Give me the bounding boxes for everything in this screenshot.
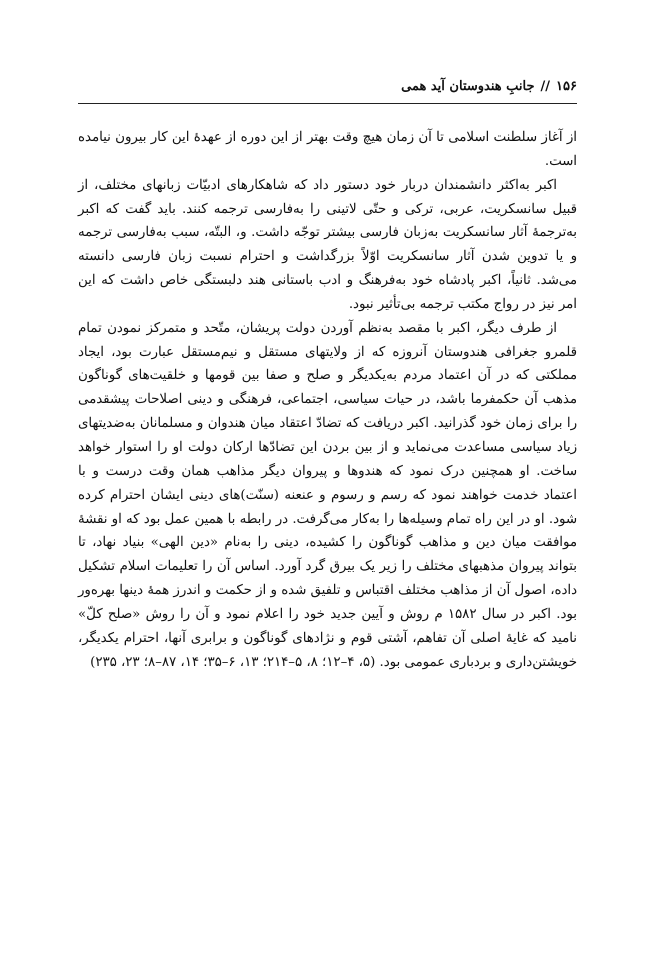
header-rule xyxy=(78,103,577,104)
page-number: ۱۵۶ xyxy=(556,79,577,94)
running-title: جانبِ هندوستان آید همی xyxy=(401,79,535,94)
body-text xyxy=(78,126,577,674)
page-header xyxy=(78,79,577,94)
header-separator: // xyxy=(540,79,551,94)
paragraph-1: از آغاز سلطنت اسلامی تا آن زمان هیچ وقت بهتر از این دوره از عهدهٔ این کار بیرون نیامده است. xyxy=(78,130,577,169)
paragraph-2: اکبر به‌اکثر دانشمندان دربار خود دستور داد که شاهکارهای ادبیّات زبانهای مختلف، از قبیل سانسکریت، عربی، ترکی و حتّی لاتینی را به‌فارسی ترجمه کنند. باید گفت که اکبر به‌ترجمهٔ آثار سانسکریت به‌زبان فارسی بیشتر توجّه داشت. و، البتّه، سبب به‌فارسی ترجمه و یا تدوین شدن آثار سانسکریت اوّلاً بزرگداشت و احترام نسبت زبان فارسی دانسته می‌شد. ثانیاً، اکبر پادشاه خود به‌فرهنگ و ادب باستانی هند دلبستگی خاص داشت که این امر نیز در رواج مکتب ترجمه بی‌تأثیر نبود. xyxy=(78,177,577,312)
paragraph-3: از طرف دیگر، اکبر با مقصد به‌نظم آوردن دولت پریشان، متّحد و متمرکز نمودن تمام قلمرو جغرافی هندوستان آنروزه که از ولایتهای مستقل و نیم‌مستقل عبارت بود، ایجاد مملکتی که در آن اعتماد مردم به‌یکدیگر و صلح و صفا بین قومها و خلقیت‌های گوناگون مذهب آن حکمفرما باشد، در حیات سیاسی، اجتماعی، فرهنگی و دینی اصلاحات پیشقدمی را برای زمان خود گذرانید. اکبر دریافت که تضادّ اعتقاد میان هندوان و مسلمانان به‌ضدیتهای زیاد سیاسی مساعدت می‌نماید و از بین بردن این تضادّها ارکان دولت او را استوار خواهد ساخت. او همچنین درک نمود که هندوها و پیروان دیگر مذاهب همان وقت درست و با اعتماد خدمت خواهند نمود که رسم و رسوم و عنعنه (سنّت)های دینی ایشان احترام کرده شود. او در این راه تمام وسیله‌ها را به‌کار می‌گرفت. در رابطه با همین عمل بود که او نقشهٔ موافقت میان دین و مذاهب گوناگون را کشیده، دینی را به‌نام «دین الهی» بنیاد نهاد، تا بتواند پیروان مذهبهای مختلف را زیر یک بیرق گرد آورد. اساس آن را تعلیمات اسلام تشکیل داده، اصول آن از مذاهب مختلف اقتباس و تلفیق شده و از حکمت و اندرز همهٔ دینها بهره‌ور بود. اکبر در سال ۱۵۸۲ م روش و آیین جدید خود را اعلام نمود و آن را روش «صلح کلّ» نامید که غایهٔ اصلی آن تفاهم، آشتی قوم و نژادهای گوناگون و برابری آنها، احترام یکدیگر، خویشتن‌داری و بردباری عمومی بود. (۵، ۴–۱۲؛ ۸، ۵–۲۱۴؛ ۱۳، ۶–۳۵؛ ۱۴، ۸۷–۸؛ ۲۳، ۲۳۵) xyxy=(78,320,577,670)
